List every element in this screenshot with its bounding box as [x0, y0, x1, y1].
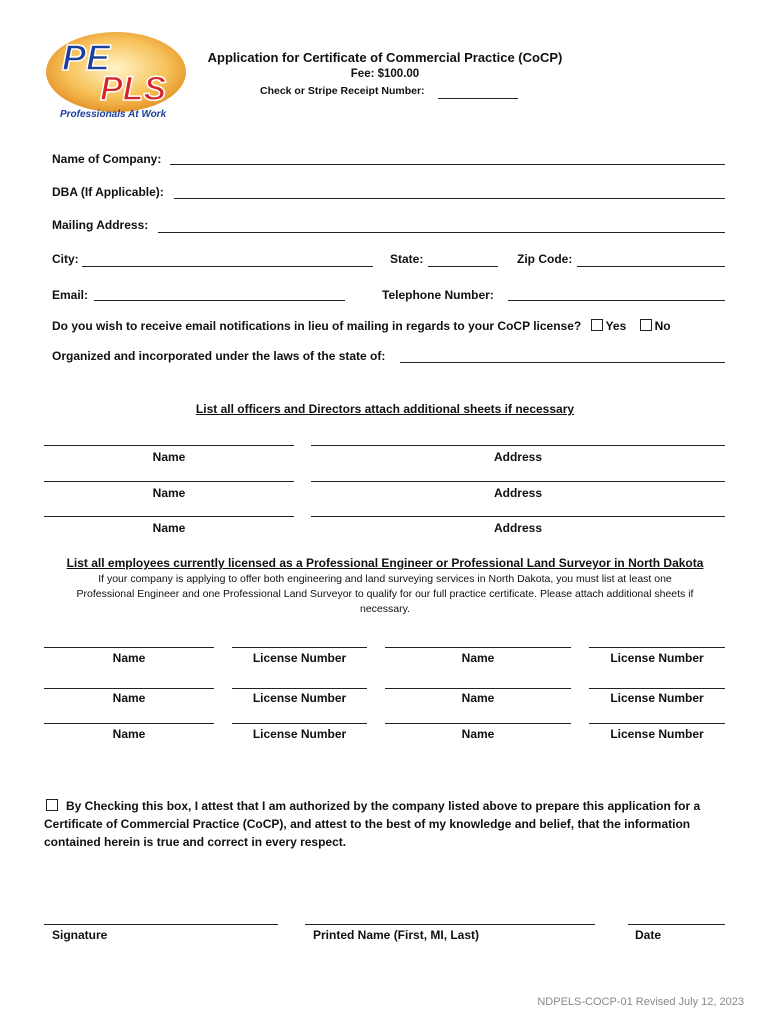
logo-pe-text: PE [62, 37, 111, 78]
employee-license-label: License Number [610, 727, 704, 741]
printed-name-label: Printed Name (First, MI, Last) [313, 928, 480, 942]
employees-note-3: necessary. [360, 603, 410, 615]
officer-address-label-3: Address [493, 521, 543, 535]
signature-label: Signature [52, 928, 108, 942]
officer-address-field-1[interactable] [311, 445, 725, 446]
date-label: Date [635, 928, 662, 942]
organized-state-field[interactable] [400, 362, 725, 363]
employee-name-label: Name [461, 651, 495, 665]
employee-license-label: License Number [252, 651, 347, 665]
employee-name-field[interactable] [44, 688, 214, 689]
employee-name-label: Name [112, 691, 146, 705]
employees-heading: List all employees currently licensed as a Professional Engineer or Professional Land Surveyor in North Dakota [66, 556, 704, 570]
form-title: Application for Certificate of Commercial Practice (CoCP) [207, 50, 563, 65]
employee-license-label: License Number [252, 691, 347, 705]
fee-text: Fee: $100.00 [350, 68, 420, 80]
no-checkbox[interactable] [640, 319, 652, 331]
employee-license-label: License Number [610, 651, 704, 665]
mailing-label: Mailing Address: [52, 218, 149, 232]
employee-license-field[interactable] [232, 647, 367, 648]
employee-license-label: License Number [610, 691, 704, 705]
employee-name-field[interactable] [44, 647, 214, 648]
employee-name-field[interactable] [385, 688, 571, 689]
employee-license-field[interactable] [589, 647, 725, 648]
officer-name-field-2[interactable] [44, 481, 294, 482]
officer-name-label-1: Name [152, 450, 186, 464]
employee-license-field[interactable] [589, 723, 725, 724]
form-revision-footer: NDPELS-COCP-01 Revised July 12, 2023 [537, 996, 744, 1008]
officer-name-field-3[interactable] [44, 516, 294, 517]
phone-field[interactable] [508, 300, 725, 301]
employee-name-field[interactable] [385, 723, 571, 724]
no-label: No [654, 319, 671, 333]
employee-license-label: License Number [252, 727, 347, 741]
officer-address-field-3[interactable] [311, 516, 725, 517]
employee-license-field[interactable] [589, 688, 725, 689]
employee-name-label: Name [112, 651, 146, 665]
logo-tagline: Professionals At Work [60, 109, 167, 120]
company-label: Name of Company: [52, 152, 162, 166]
organized-label: Organized and incorporated under the laws of the state of: [52, 349, 386, 363]
employee-name-field[interactable] [44, 723, 214, 724]
yes-checkbox[interactable] [591, 319, 603, 331]
city-field[interactable] [82, 266, 373, 267]
attestation-checkbox[interactable] [46, 799, 58, 811]
zip-field[interactable] [577, 266, 725, 267]
dba-field[interactable] [174, 198, 725, 199]
officer-name-label-3: Name [152, 521, 186, 535]
employees-note-2: Professional Engineer and one Professional Land Surveyor to qualify for our full practice certificate. Please attach additional sheets if [76, 588, 694, 600]
city-label: City: [52, 252, 79, 266]
state-field[interactable] [428, 266, 498, 267]
notify-question-row [52, 319, 671, 333]
receipt-number-field[interactable] [438, 98, 518, 99]
officer-name-field-1[interactable] [44, 445, 294, 446]
zip-label: Zip Code: [517, 252, 573, 266]
officer-address-label-1: Address [493, 450, 543, 464]
printed-name-field[interactable] [305, 924, 595, 925]
employee-name-field[interactable] [385, 647, 571, 648]
officer-address-label-2: Address [493, 486, 543, 500]
dba-label: DBA (If Applicable): [52, 185, 164, 199]
employees-note-1: If your company is applying to offer both engineering and land surveying services in North Dakota, you must list at least one [98, 573, 672, 585]
officers-heading: List all officers and Directors attach additional sheets if necessary [195, 402, 575, 416]
employee-license-field[interactable] [232, 688, 367, 689]
company-field[interactable] [170, 164, 725, 165]
receipt-label: Check or Stripe Receipt Number: [260, 85, 425, 97]
email-label: Email: [52, 288, 89, 302]
officer-address-field-2[interactable] [311, 481, 725, 482]
pe-pls-logo [44, 28, 190, 122]
attestation-block [44, 797, 734, 851]
date-field[interactable] [628, 924, 725, 925]
phone-label: Telephone Number: [382, 288, 494, 302]
notify-question: Do you wish to receive email notifications in lieu of mailing in regards to your CoCP license? [52, 319, 582, 333]
attestation-text: By Checking this box, I attest that I am authorized by the company listed above to prepare this application for a Certificate of Commercial Practice (CoCP), and attest to the best of my knowledge and belief, that the information contained herein is true and correct in every respect. [44, 799, 701, 849]
signature-field[interactable] [44, 924, 278, 925]
mailing-field[interactable] [158, 232, 725, 233]
employee-name-label: Name [461, 691, 495, 705]
state-label: State: [390, 252, 424, 266]
logo-pls-text: PLS [100, 70, 167, 108]
yes-label: Yes [605, 319, 627, 333]
employee-name-label: Name [112, 727, 146, 741]
employee-license-field[interactable] [232, 723, 367, 724]
officer-name-label-2: Name [152, 486, 186, 500]
email-field[interactable] [94, 300, 345, 301]
employee-name-label: Name [461, 727, 495, 741]
